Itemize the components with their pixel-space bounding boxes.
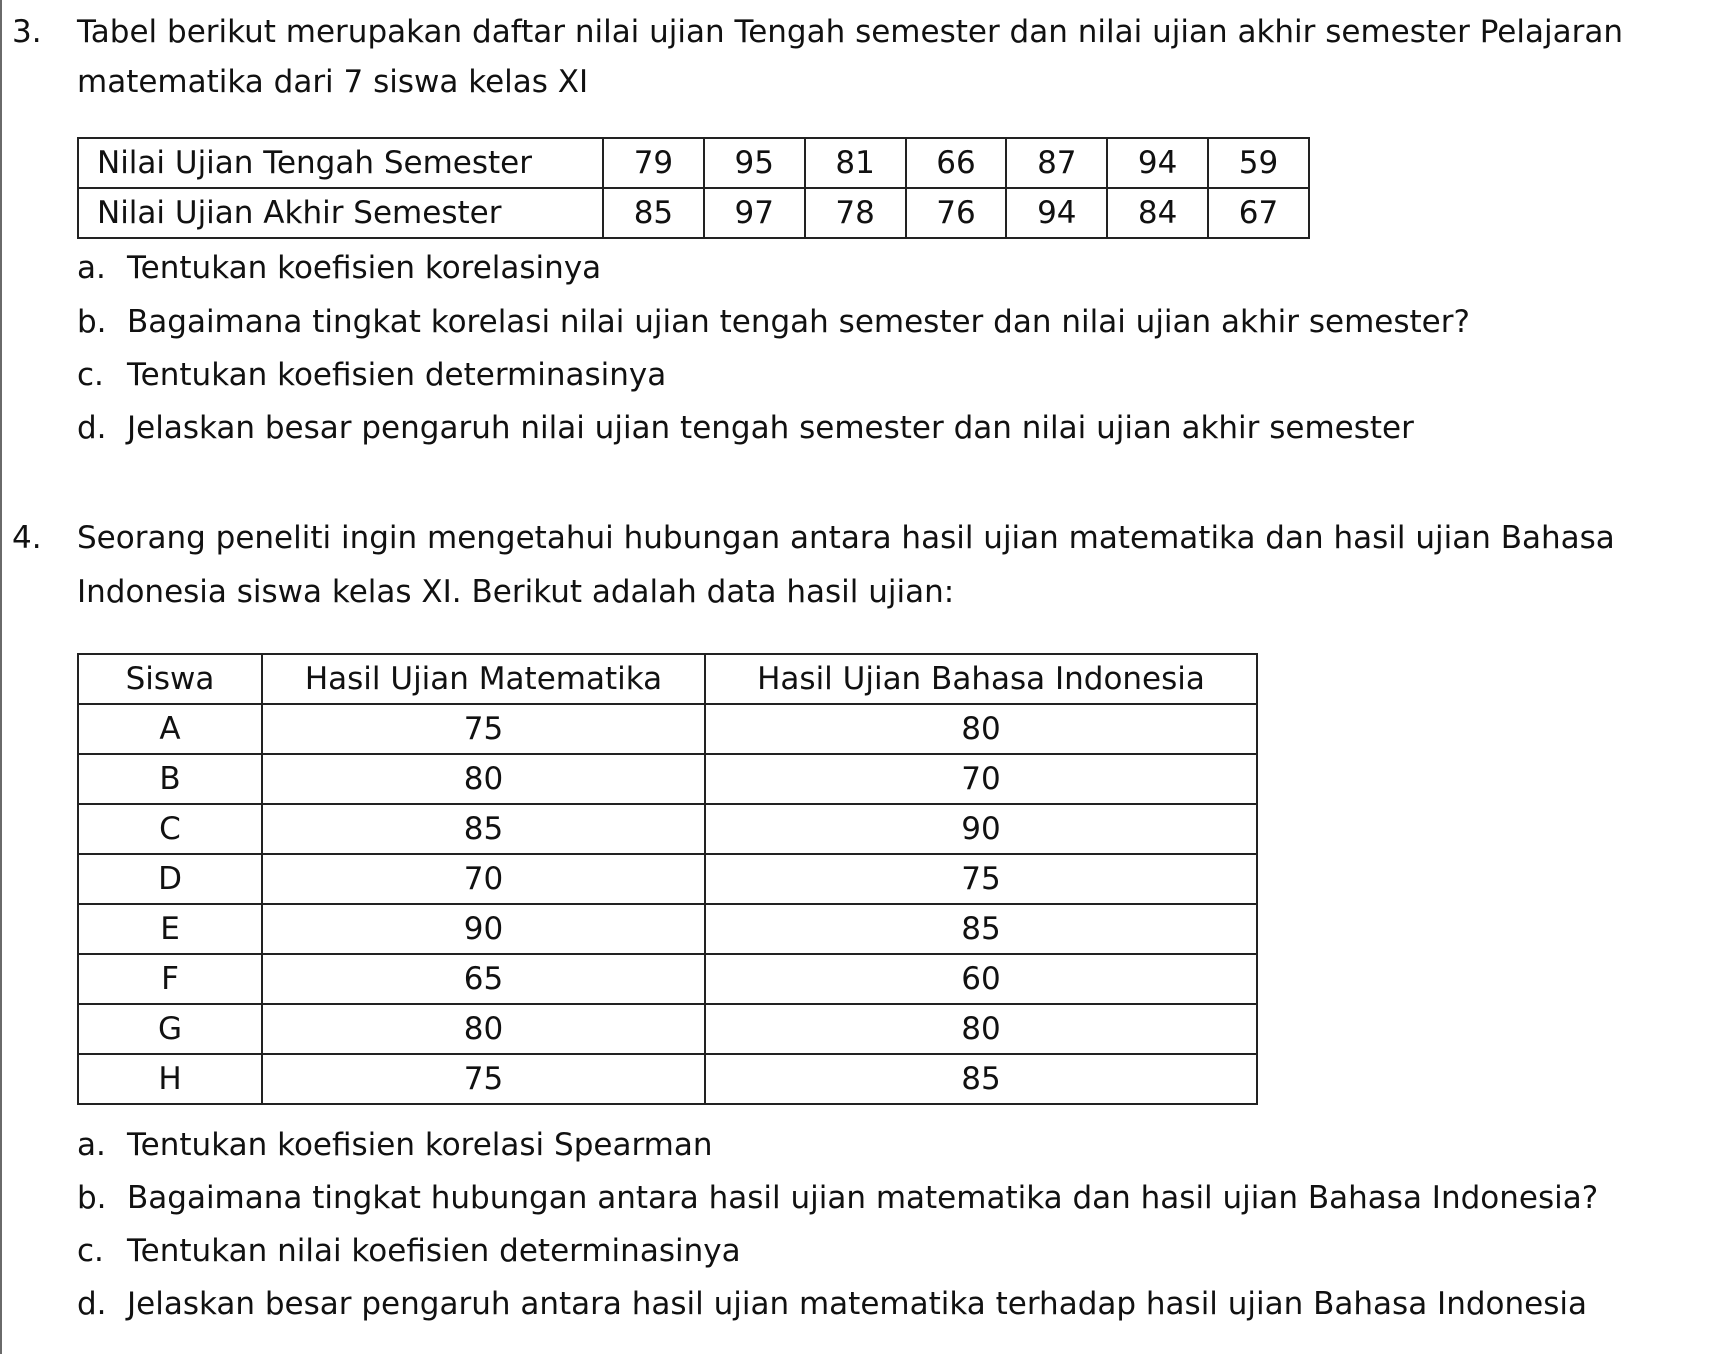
final-score: 84 bbox=[1107, 188, 1208, 238]
table-row bbox=[78, 188, 1309, 238]
final-score: 85 bbox=[603, 188, 704, 238]
table-row bbox=[78, 804, 1257, 854]
q4-item-b-letter: b. bbox=[77, 1180, 107, 1216]
q4-item-c-letter: c. bbox=[77, 1233, 104, 1269]
table-row bbox=[78, 138, 1309, 188]
midterm-score: 66 bbox=[906, 138, 1007, 188]
table-row bbox=[78, 1004, 1257, 1054]
q3-item-d-text: Jelaskan besar pengaruh nilai ujian tengah semester dan nilai ujian akhir semester bbox=[127, 410, 1414, 446]
q4-item-d-letter: d. bbox=[77, 1286, 107, 1322]
q4-item-a-letter: a. bbox=[77, 1127, 106, 1163]
q3-item-c-text: Tentukan koefisien determinasinya bbox=[127, 357, 667, 393]
final-score: 97 bbox=[704, 188, 805, 238]
q4-item-a-text: Tentukan koefisien korelasi Spearman bbox=[127, 1127, 713, 1163]
midterm-score: 79 bbox=[603, 138, 704, 188]
indonesian-score-cell: 70 bbox=[705, 754, 1257, 804]
math-score-cell: 85 bbox=[262, 804, 705, 854]
student-cell: D bbox=[78, 854, 262, 904]
student-cell: C bbox=[78, 804, 262, 854]
math-score-cell: 80 bbox=[262, 754, 705, 804]
indonesian-score-cell: 60 bbox=[705, 954, 1257, 1004]
final-score: 78 bbox=[805, 188, 906, 238]
column-header-math: Hasil Ujian Matematika bbox=[262, 654, 705, 704]
final-score: 94 bbox=[1006, 188, 1107, 238]
question-4-number: 4. bbox=[12, 520, 42, 556]
midterm-score: 94 bbox=[1107, 138, 1208, 188]
math-score-cell: 80 bbox=[262, 1004, 705, 1054]
question-4-line-1: Seorang peneliti ingin mengetahui hubungan antara hasil ujian matematika dan hasil ujian Bahasa bbox=[77, 520, 1615, 556]
student-cell: B bbox=[78, 754, 262, 804]
q4-item-c-text: Tentukan nilai koefisien determinasinya bbox=[127, 1233, 741, 1269]
q4-item-b-text: Bagaimana tingkat hubungan antara hasil ujian matematika dan hasil ujian Bahasa Indonesia? bbox=[127, 1180, 1599, 1216]
table-row bbox=[78, 954, 1257, 1004]
table-row bbox=[78, 704, 1257, 754]
student-cell: E bbox=[78, 904, 262, 954]
midterm-score: 59 bbox=[1208, 138, 1309, 188]
table-row bbox=[78, 754, 1257, 804]
math-score-cell: 70 bbox=[262, 854, 705, 904]
math-score-cell: 65 bbox=[262, 954, 705, 1004]
q3-item-a-text: Tentukan koefisien korelasinya bbox=[127, 250, 602, 286]
q3-item-a-letter: a. bbox=[77, 250, 106, 286]
math-indonesian-score-table bbox=[77, 653, 1258, 1105]
math-score-cell: 75 bbox=[262, 704, 705, 754]
table-row bbox=[78, 1054, 1257, 1104]
math-score-cell: 90 bbox=[262, 904, 705, 954]
table-header-row bbox=[78, 654, 1257, 704]
q4-item-d-text: Jelaskan besar pengaruh antara hasil ujian matematika terhadap hasil ujian Bahasa Indonesia bbox=[127, 1286, 1587, 1322]
student-cell: A bbox=[78, 704, 262, 754]
indonesian-score-cell: 85 bbox=[705, 1054, 1257, 1104]
midterm-final-score-table bbox=[77, 137, 1310, 239]
question-3-line-2: matematika dari 7 siswa kelas XI bbox=[77, 64, 589, 100]
column-header-indonesian: Hasil Ujian Bahasa Indonesia bbox=[705, 654, 1257, 704]
student-cell: G bbox=[78, 1004, 262, 1054]
column-header-student: Siswa bbox=[78, 654, 262, 704]
student-cell: H bbox=[78, 1054, 262, 1104]
final-score: 67 bbox=[1208, 188, 1309, 238]
q3-item-b-letter: b. bbox=[77, 304, 107, 340]
table-row bbox=[78, 854, 1257, 904]
student-cell: F bbox=[78, 954, 262, 1004]
indonesian-score-cell: 75 bbox=[705, 854, 1257, 904]
q3-item-d-letter: d. bbox=[77, 410, 107, 446]
question-3-line-1: Tabel berikut merupakan daftar nilai ujian Tengah semester dan nilai ujian akhir semester Pelajaran bbox=[77, 14, 1623, 50]
indonesian-score-cell: 80 bbox=[705, 1004, 1257, 1054]
row-label-midterm: Nilai Ujian Tengah Semester bbox=[78, 138, 603, 188]
row-label-final: Nilai Ujian Akhir Semester bbox=[78, 188, 603, 238]
indonesian-score-cell: 90 bbox=[705, 804, 1257, 854]
midterm-score: 87 bbox=[1006, 138, 1107, 188]
table-row bbox=[78, 904, 1257, 954]
indonesian-score-cell: 85 bbox=[705, 904, 1257, 954]
midterm-score: 81 bbox=[805, 138, 906, 188]
q3-item-b-text: Bagaimana tingkat korelasi nilai ujian tengah semester dan nilai ujian akhir semester? bbox=[127, 304, 1470, 340]
final-score: 76 bbox=[906, 188, 1007, 238]
question-3-number: 3. bbox=[12, 14, 42, 50]
indonesian-score-cell: 80 bbox=[705, 704, 1257, 754]
math-score-cell: 75 bbox=[262, 1054, 705, 1104]
q3-item-c-letter: c. bbox=[77, 357, 104, 393]
question-4-line-2: Indonesia siswa kelas XI. Berikut adalah data hasil ujian: bbox=[77, 574, 955, 610]
midterm-score: 95 bbox=[704, 138, 805, 188]
